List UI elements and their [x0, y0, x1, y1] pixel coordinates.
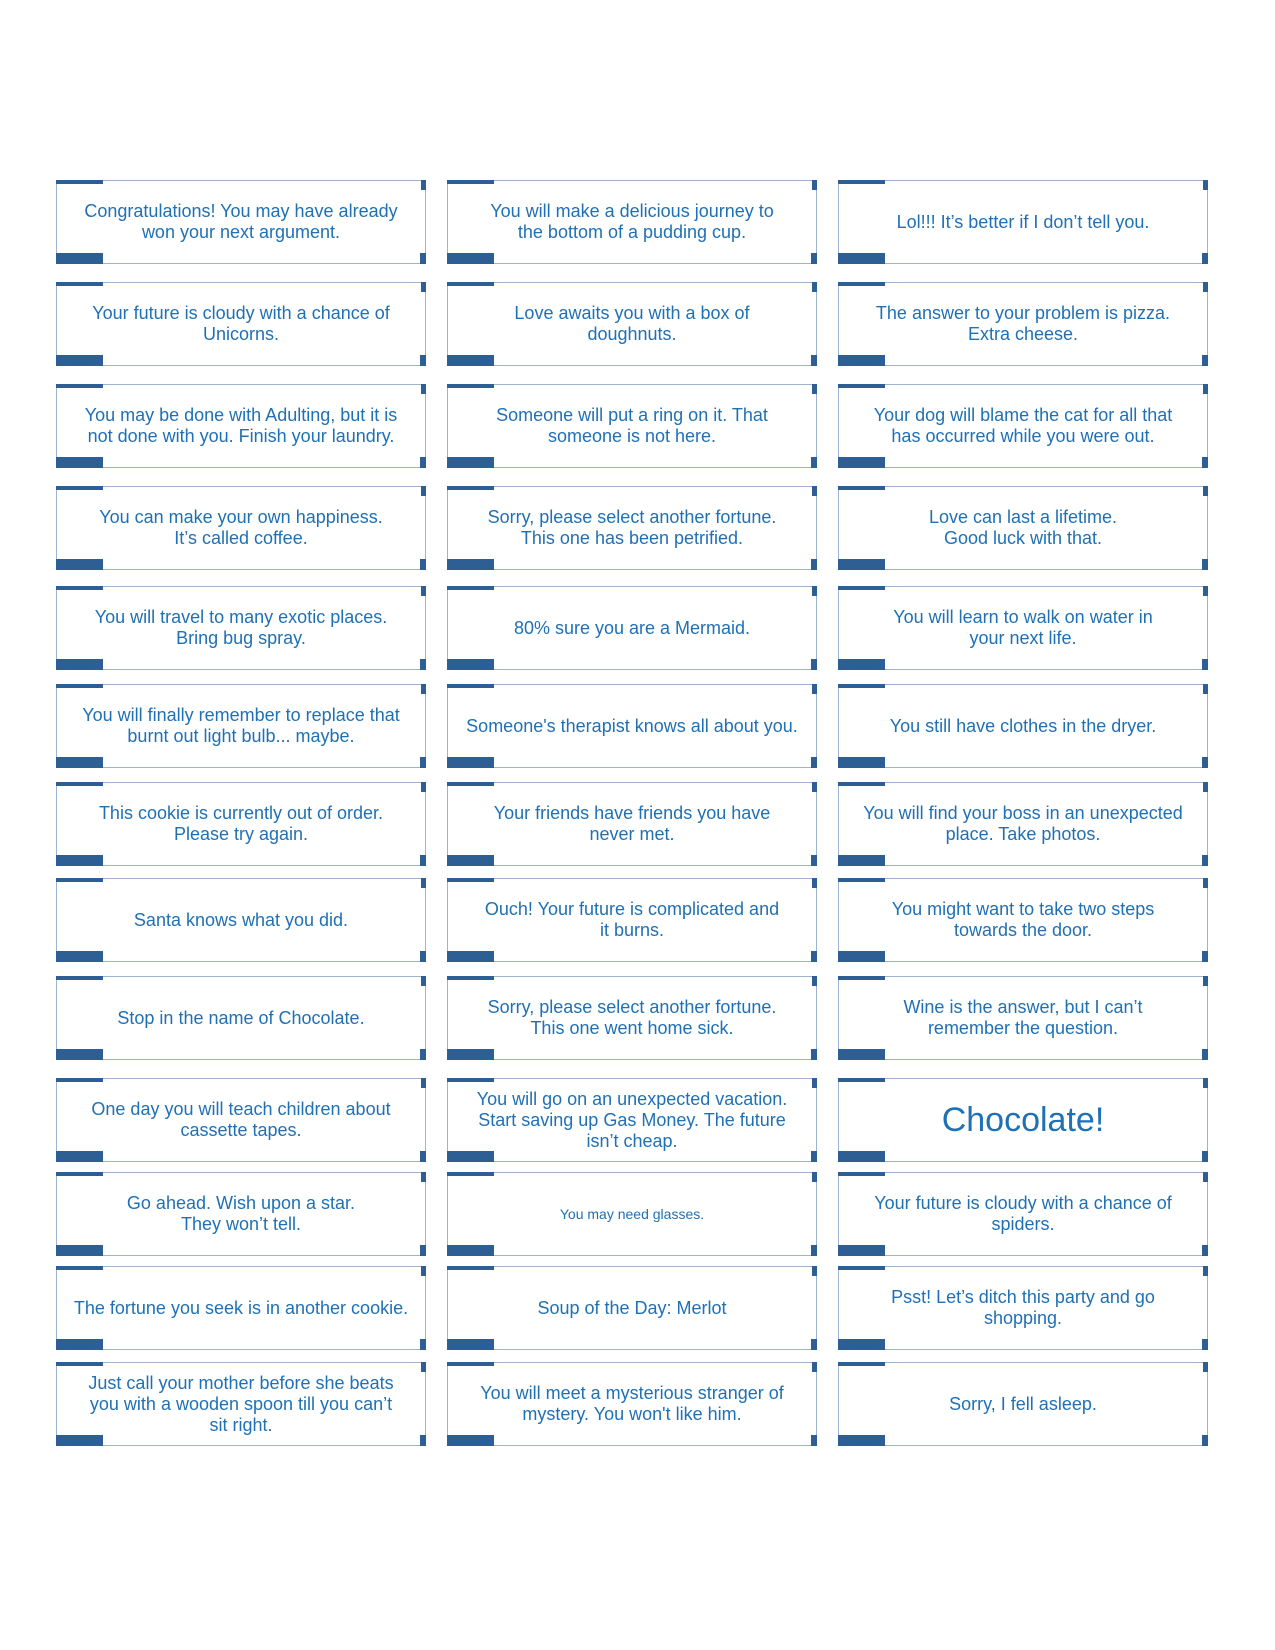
fortune-text: You will learn to walk on water in your next life. [893, 607, 1153, 648]
fortune-card [56, 782, 426, 866]
card-corner-tab [421, 586, 426, 596]
fortune-text: Love can last a lifetime. Good luck with that. [928, 507, 1118, 548]
card-corner-tab [447, 355, 494, 366]
card-corner-tab [838, 282, 885, 286]
card-corner-tab [447, 855, 494, 866]
card-corner-tab [1203, 180, 1208, 190]
fortune-text: Go ahead. Wish upon a star. They won’t tell. [126, 1193, 356, 1234]
card-corner-tab [838, 976, 885, 980]
card-corner-tab [56, 253, 103, 264]
card-corner-tab [812, 586, 817, 596]
card-corner-tab [838, 457, 885, 468]
card-corner-tab [447, 1245, 494, 1256]
fortune-text: Congratulations! You may have already won your next argument. [84, 201, 398, 242]
card-corner-tab [838, 782, 885, 786]
fortune-card [838, 1172, 1208, 1256]
fortune-card [56, 1172, 426, 1256]
card-corner-tab [421, 384, 426, 394]
card-corner-tab [812, 282, 817, 292]
card-corner-tab [812, 878, 817, 888]
card-corner-tab [811, 757, 817, 768]
card-corner-tab [838, 878, 885, 882]
fortune-text: This cookie is currently out of order. Please try again. [98, 803, 384, 844]
fortune-text: Ouch! Your future is complicated and it burns. [484, 899, 780, 940]
fortune-card [838, 282, 1208, 366]
fortune-text: You will finally remember to replace that burnt out light bulb... maybe. [82, 705, 400, 746]
card-corner-tab [1203, 384, 1208, 394]
fortune-text: Chocolate! [941, 1101, 1105, 1139]
fortune-card [838, 782, 1208, 866]
fortune-text: Your friends have friends you have never met. [493, 803, 771, 844]
card-corner-tab [1202, 253, 1208, 264]
fortune-text: You still have clothes in the dryer. [889, 715, 1157, 736]
card-corner-tab [56, 1151, 103, 1162]
card-corner-tab [838, 1266, 885, 1270]
card-corner-tab [56, 384, 103, 388]
card-corner-tab [812, 1078, 817, 1088]
card-corner-tab [1202, 1339, 1208, 1350]
fortune-card [56, 486, 426, 570]
fortune-text: Soup of the Day: Merlot [537, 1297, 727, 1318]
card-corner-tab [421, 878, 426, 888]
card-corner-tab [447, 1266, 494, 1270]
card-corner-tab [811, 855, 817, 866]
card-corner-tab [447, 1078, 494, 1082]
card-corner-tab [56, 1435, 103, 1446]
fortune-text: One day you will teach children about cassette tapes. [91, 1099, 391, 1140]
card-corner-tab [56, 1245, 103, 1256]
fortune-card [56, 180, 426, 264]
card-corner-tab [56, 355, 103, 366]
card-corner-tab [56, 976, 103, 980]
fortune-text: You will meet a mysterious stranger of mystery. You won't like him. [480, 1383, 784, 1424]
card-corner-tab [838, 757, 885, 768]
fortune-card [447, 180, 817, 264]
card-corner-tab [447, 976, 494, 980]
card-corner-tab [447, 586, 494, 590]
fortune-card [56, 976, 426, 1060]
card-corner-tab [420, 1339, 426, 1350]
card-corner-tab [447, 384, 494, 388]
card-corner-tab [447, 878, 494, 882]
card-corner-tab [421, 180, 426, 190]
fortune-text: Your future is cloudy with a chance of Unicorns. [92, 303, 390, 344]
fortune-text: Someone's therapist knows all about you. [466, 715, 798, 736]
fortune-card [447, 684, 817, 768]
card-corner-tab [1203, 684, 1208, 694]
card-corner-tab [56, 457, 103, 468]
fortune-card [838, 684, 1208, 768]
fortune-card [56, 1266, 426, 1350]
fortune-text: 80% sure you are a Mermaid. [513, 617, 751, 638]
card-corner-tab [56, 180, 103, 184]
fortune-text: The answer to your problem is pizza. Extra cheese. [875, 303, 1171, 344]
card-corner-tab [838, 684, 885, 688]
card-corner-tab [1202, 951, 1208, 962]
card-corner-tab [447, 1151, 494, 1162]
card-corner-tab [1202, 855, 1208, 866]
card-corner-tab [1203, 976, 1208, 986]
card-corner-tab [811, 457, 817, 468]
card-corner-tab [447, 1172, 494, 1176]
fortune-text: Your dog will blame the cat for all that has occurred while you were out. [873, 405, 1173, 446]
fortune-card [838, 1266, 1208, 1350]
card-corner-tab [1202, 659, 1208, 670]
card-corner-tab [420, 1049, 426, 1060]
card-corner-tab [811, 659, 817, 670]
card-corner-tab [838, 1245, 885, 1256]
card-corner-tab [447, 282, 494, 286]
fortune-card [838, 1078, 1208, 1162]
card-corner-tab [1203, 878, 1208, 888]
fortune-card [447, 976, 817, 1060]
card-corner-tab [56, 1078, 103, 1082]
card-corner-tab [420, 1435, 426, 1446]
card-corner-tab [447, 559, 494, 570]
card-corner-tab [838, 559, 885, 570]
card-corner-tab [420, 757, 426, 768]
card-corner-tab [812, 1172, 817, 1182]
fortune-text: Stop in the name of Chocolate. [117, 1007, 365, 1028]
card-corner-tab [1203, 782, 1208, 792]
fortune-text: You will make a delicious journey to the bottom of a pudding cup. [490, 201, 774, 242]
fortune-text: You may need glasses. [559, 1205, 705, 1222]
card-corner-tab [838, 659, 885, 670]
card-corner-tab [420, 253, 426, 264]
card-corner-tab [838, 1172, 885, 1176]
fortune-card [447, 282, 817, 366]
fortune-card [56, 586, 426, 670]
fortune-card [56, 878, 426, 962]
card-corner-tab [1203, 486, 1208, 496]
card-corner-tab [1203, 1362, 1208, 1372]
card-corner-tab [838, 1435, 885, 1446]
card-corner-tab [447, 486, 494, 490]
card-corner-tab [1202, 457, 1208, 468]
card-corner-tab [56, 1266, 103, 1270]
card-corner-tab [447, 253, 494, 264]
card-corner-tab [1202, 559, 1208, 570]
card-corner-tab [812, 486, 817, 496]
card-corner-tab [421, 782, 426, 792]
fortune-card [447, 1362, 817, 1446]
fortune-text: You may be done with Adulting, but it is not done with you. Finish your laundry. [84, 405, 398, 446]
fortune-card [56, 684, 426, 768]
card-corner-tab [838, 1362, 885, 1366]
card-corner-tab [447, 659, 494, 670]
card-corner-tab [1202, 757, 1208, 768]
card-corner-tab [812, 1362, 817, 1372]
fortune-card [447, 486, 817, 570]
card-corner-tab [56, 1172, 103, 1176]
card-corner-tab [56, 684, 103, 688]
fortune-text: You will go on an unexpected vacation. Start saving up Gas Money. The future isn’t cheap. [476, 1088, 788, 1151]
fortune-card [447, 586, 817, 670]
card-corner-tab [56, 1339, 103, 1350]
fortune-card [838, 976, 1208, 1060]
card-corner-tab [420, 659, 426, 670]
card-corner-tab [420, 355, 426, 366]
card-corner-tab [447, 757, 494, 768]
card-corner-tab [1202, 1245, 1208, 1256]
card-corner-tab [1202, 1049, 1208, 1060]
card-corner-tab [421, 486, 426, 496]
card-corner-tab [447, 684, 494, 688]
card-corner-tab [421, 1362, 426, 1372]
card-corner-tab [811, 1245, 817, 1256]
card-corner-tab [56, 782, 103, 786]
card-corner-tab [1203, 1266, 1208, 1276]
card-corner-tab [421, 976, 426, 986]
card-corner-tab [420, 1151, 426, 1162]
card-corner-tab [56, 757, 103, 768]
card-corner-tab [1203, 586, 1208, 596]
fortune-card [56, 1078, 426, 1162]
card-corner-tab [1202, 1151, 1208, 1162]
card-corner-tab [447, 180, 494, 184]
card-corner-tab [420, 559, 426, 570]
fortune-card [447, 384, 817, 468]
card-corner-tab [447, 1435, 494, 1446]
card-corner-tab [838, 1339, 885, 1350]
fortune-card [838, 878, 1208, 962]
card-corner-tab [56, 1049, 103, 1060]
card-corner-tab [56, 951, 103, 962]
card-corner-tab [56, 586, 103, 590]
card-corner-tab [838, 1049, 885, 1060]
card-corner-tab [812, 782, 817, 792]
card-corner-tab [812, 976, 817, 986]
card-corner-tab [421, 1266, 426, 1276]
card-corner-tab [838, 855, 885, 866]
card-corner-tab [838, 1078, 885, 1082]
fortune-text: Psst! Let’s ditch this party and go shopping. [891, 1287, 1155, 1328]
card-corner-tab [811, 1151, 817, 1162]
card-corner-tab [811, 1339, 817, 1350]
card-corner-tab [812, 384, 817, 394]
card-corner-tab [812, 180, 817, 190]
card-corner-tab [838, 951, 885, 962]
fortune-text: Someone will put a ring on it. That someone is not here. [496, 405, 768, 446]
card-corner-tab [838, 586, 885, 590]
card-corner-tab [420, 951, 426, 962]
card-corner-tab [811, 355, 817, 366]
fortune-text: Sorry, I fell asleep. [949, 1393, 1097, 1414]
fortune-card [447, 782, 817, 866]
card-corner-tab [812, 1266, 817, 1276]
fortune-text: Your future is cloudy with a chance of spiders. [874, 1193, 1172, 1234]
card-corner-tab [421, 1172, 426, 1182]
card-corner-tab [838, 355, 885, 366]
fortune-text: Sorry, please select another fortune. This one went home sick. [487, 997, 777, 1038]
fortune-card [838, 586, 1208, 670]
card-corner-tab [447, 782, 494, 786]
fortune-card [447, 878, 817, 962]
card-corner-tab [1202, 1435, 1208, 1446]
card-corner-tab [1203, 1078, 1208, 1088]
card-corner-tab [56, 282, 103, 286]
card-corner-tab [420, 1245, 426, 1256]
card-corner-tab [56, 855, 103, 866]
card-corner-tab [811, 559, 817, 570]
fortune-text: Sorry, please select another fortune. This one has been petrified. [487, 507, 777, 548]
fortune-text: You might want to take two steps towards the door. [891, 899, 1155, 940]
card-corner-tab [838, 1151, 885, 1162]
card-corner-tab [421, 1078, 426, 1088]
fortune-card [838, 486, 1208, 570]
fortune-text: Love awaits you with a box of doughnuts. [514, 303, 750, 344]
card-corner-tab [838, 486, 885, 490]
card-corner-tab [447, 1049, 494, 1060]
card-corner-tab [1202, 355, 1208, 366]
fortune-text: Wine is the answer, but I can’t remember the question. [903, 997, 1143, 1038]
fortune-card [447, 1172, 817, 1256]
card-corner-tab [447, 457, 494, 468]
fortune-card [56, 384, 426, 468]
fortune-text: You can make your own happiness. It’s called coffee. [99, 507, 383, 548]
card-corner-tab [1203, 1172, 1208, 1182]
fortune-card [838, 384, 1208, 468]
fortune-text: Santa knows what you did. [133, 909, 349, 930]
card-corner-tab [421, 684, 426, 694]
fortune-card [447, 1266, 817, 1350]
card-corner-tab [420, 855, 426, 866]
fortune-card [838, 180, 1208, 264]
fortune-text: You will travel to many exotic places. Bring bug spray. [94, 607, 388, 648]
fortune-card [56, 1362, 426, 1446]
card-corner-tab [838, 180, 885, 184]
card-corner-tab [1203, 282, 1208, 292]
fortune-text: Lol!!! It’s better if I don’t tell you. [896, 211, 1150, 232]
card-corner-tab [56, 486, 103, 490]
fortune-card [838, 1362, 1208, 1446]
card-corner-tab [56, 559, 103, 570]
card-corner-tab [56, 1362, 103, 1366]
card-corner-tab [811, 253, 817, 264]
fortune-card [447, 1078, 817, 1162]
fortune-card [56, 282, 426, 366]
card-corner-tab [812, 684, 817, 694]
card-corner-tab [447, 951, 494, 962]
card-corner-tab [420, 457, 426, 468]
card-corner-tab [56, 878, 103, 882]
fortune-text: The fortune you seek is in another cookie. [73, 1297, 409, 1318]
card-corner-tab [56, 659, 103, 670]
fortune-text: Just call your mother before she beats you with a wooden spoon till you can’t sit right. [88, 1372, 394, 1435]
card-corner-tab [811, 1049, 817, 1060]
card-corner-tab [838, 253, 885, 264]
card-corner-tab [811, 951, 817, 962]
card-corner-tab [421, 282, 426, 292]
card-corner-tab [447, 1362, 494, 1366]
card-corner-tab [811, 1435, 817, 1446]
fortune-text: You will find your boss in an unexpected place. Take photos. [863, 803, 1183, 844]
card-corner-tab [447, 1339, 494, 1350]
card-corner-tab [838, 384, 885, 388]
